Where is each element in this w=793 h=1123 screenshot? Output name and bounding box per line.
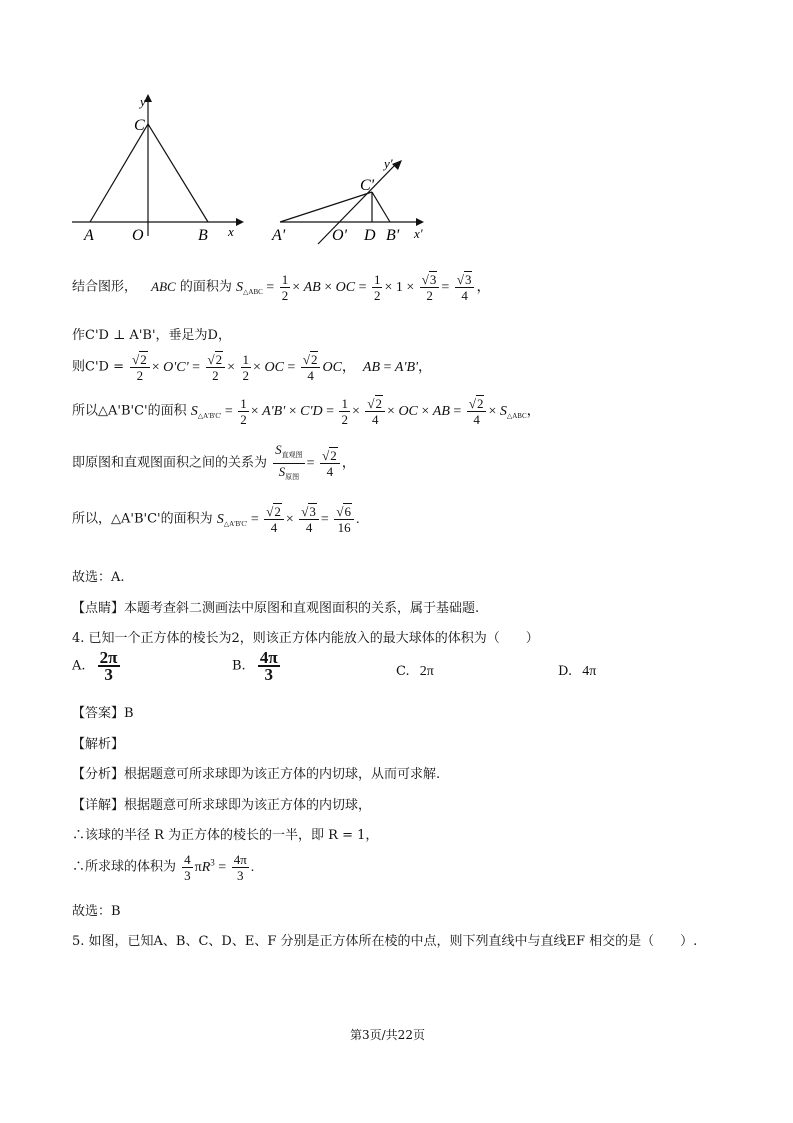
answer-tag: 【答案】B bbox=[72, 706, 134, 721]
label-x-prime: x' bbox=[414, 226, 423, 241]
comment-line: 【点睛】本题考查斜二测画法中原图和直观图面积的关系，属于基础题. bbox=[72, 601, 480, 616]
label-c-prime: C' bbox=[360, 177, 375, 194]
solution-line-5: 即原图和直观图面积之间的关系为 $\frac{S_{直观图}}{S_{原图}}$ = $\frac{√2}{4}$ ， bbox=[72, 442, 356, 481]
left-side-ac bbox=[90, 124, 148, 222]
solution-line-6: 所以，△A'B'C'的面积为 $S_{\triangle A'B'C'}$ = $\frac{√2}{4}$ × $\frac{√3}{4}$ = $\frac{√6}{16}$ . bbox=[72, 504, 360, 535]
label-b: B bbox=[198, 227, 208, 244]
right-side-ac bbox=[280, 192, 372, 222]
option-a: A. $\frac{2\pi}{3}$ bbox=[72, 648, 118, 684]
option-d: D. 4π bbox=[558, 664, 597, 679]
question-4-stem: 4. 已知一个正方体的棱长为2，则该正方体内能放入的最大球体的体积为（ ） bbox=[72, 631, 539, 646]
right-y-axis bbox=[318, 164, 396, 244]
label-o: O bbox=[132, 227, 144, 244]
final-answer: 故选：B bbox=[72, 904, 121, 919]
left-x-arrow bbox=[236, 218, 244, 226]
detail-line-2: ∴该球的半径 R 为正方体的棱长的一半，即 R = 1， bbox=[72, 828, 379, 843]
solution-line-4: 所以△A'B'C'的面积 $S_{\triangle A'B'C'}$ = $\frac{1}{2}$ × A'B' × C'D = $\frac{1}{2}$ × $\frac{√2}{4}$ × OC × AB = $\frac{√2}{4}$ × $S_{\triangle ABC}$， bbox=[72, 396, 541, 427]
page-footer: 第3页/共22页 bbox=[350, 1028, 425, 1042]
solution-line-3: 则C'D = $\frac{√2}{2}$ × O'C' = $\frac{√2}{2}$ × $\frac{1}{2}$ × OC = $\frac{√2}{4}$ OC， AB = A'B'， bbox=[72, 352, 433, 383]
label-x: x bbox=[228, 224, 234, 239]
label-a-prime: A' bbox=[272, 227, 286, 244]
detail-line-3: ∴所求球的体积为 $\frac{4}{3}$ $\pi R^3$ = $\frac{4\pi}{3}$ . bbox=[72, 852, 255, 883]
label-y: y bbox=[140, 94, 146, 109]
option-c: C. 2π bbox=[396, 664, 434, 679]
option-b: B. $\frac{4\pi}{3}$ bbox=[232, 648, 278, 684]
question-5-stem: 5. 如图，已知A、B、C、D、E、F 分别是正方体所在棱的中点，则下列直线中与直线EF 相交的是（ ）. bbox=[72, 934, 698, 949]
analysis-text: 【分析】根据题意可所求球即为该正方体的内切球，从而可求解. bbox=[72, 767, 441, 782]
label-y-prime: y' bbox=[384, 156, 393, 171]
solution-line-2: 作C'D ⊥ A'B'，垂足为D， bbox=[72, 328, 231, 343]
right-x-arrow bbox=[416, 218, 424, 226]
analysis-title: 【解析】 bbox=[72, 737, 125, 752]
area-formula-1: $S_{\triangle ABC}$ = $\frac{1}{2}$ × AB × OC = $\frac{1}{2}$ × 1 × $\frac{√3}{2}$ = $\frac{√3}{4}$ ， bbox=[236, 272, 491, 303]
solution-line-1: 结合图形， ABC 的面积为 $S_{\triangle ABC}$ = $\frac{1}{2}$ × AB × OC = $\frac{1}{2}$ × 1 × $\frac{√3}{2}$ = $\frac{√3}{4}$ ， bbox=[72, 272, 491, 303]
label-a: A bbox=[84, 227, 94, 244]
label-c: C bbox=[134, 117, 145, 134]
detail-text: 【详解】根据题意可所求球即为该正方体的内切球， bbox=[72, 798, 372, 813]
right-side-cb bbox=[372, 192, 390, 222]
label-o-prime: O' bbox=[332, 227, 347, 244]
answer-line: 故选：A. bbox=[72, 570, 125, 585]
label-d: D bbox=[364, 227, 376, 244]
right-y-arrow bbox=[392, 160, 402, 170]
label-b-prime: B' bbox=[386, 227, 400, 244]
left-side-cb bbox=[148, 124, 208, 222]
geometry-figure bbox=[60, 88, 440, 248]
